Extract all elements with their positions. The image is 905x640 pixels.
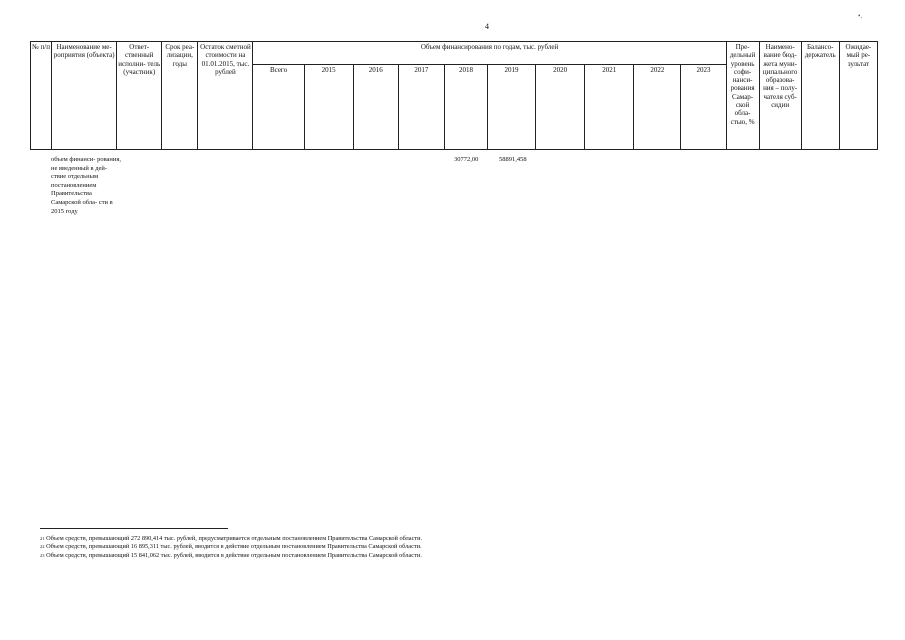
year-header-2018: 2018 (444, 65, 487, 150)
footnote-mark: 22 (40, 544, 45, 550)
footnote-mark: 21 (40, 536, 45, 541)
col-header-name: Наименование ме- роприятия (объекта) (52, 42, 117, 150)
page-number: 4 (485, 22, 489, 31)
col-header-holder: Балансо- держатель (801, 42, 839, 150)
corner-mark: •. (858, 12, 863, 20)
year-header-2022: 2022 (634, 65, 681, 150)
footnote-mark: 23 (40, 552, 45, 558)
year-header-2017: 2017 (398, 65, 444, 150)
year-header-2016: 2016 (353, 65, 398, 150)
col-header-remainder: Остаток сметной стоимости на 01.01.2015, тыс. рублей (198, 42, 253, 150)
footnote-text: Объем средств, превышающий 15 841,062 тыс. рублей, вводится в действие отдельным постановлением Правительства Самарской области. (46, 551, 422, 559)
row-name: объем финанси- рования, не введенный в дей- ствие отдельным постановлением Правительства Самарской обла- сти в 2015 году (51, 156, 122, 215)
year-header-2021: 2021 (585, 65, 634, 150)
year-header-2020: 2020 (536, 65, 585, 150)
value-2019: 58891,458 (499, 156, 527, 163)
footnote-21 (40, 535, 600, 543)
value-2018: 30772,00 (454, 156, 479, 163)
footnote-text: Объем средств, превышающий 16 895,311 тыс. рублей, вводится в действие отдельным постановлением Правительства Самарской области. (46, 543, 422, 551)
col-header-funding: Объем финансирования по годам, тыс. рублей (253, 42, 726, 65)
footnote-text: Объем средств, превышающий 272 890,414 тыс. рублей, предусматривается отдельным постановлением Правительства Самарской области. (46, 535, 423, 542)
footnote-23 (40, 552, 600, 560)
year-header-2019: 2019 (487, 65, 535, 150)
col-header-result: Ожидае- мый ре- зультат (839, 42, 877, 150)
footnotes (40, 535, 600, 560)
year-header-total: Всего (253, 65, 304, 150)
funding-table (30, 41, 878, 150)
col-header-no: № п/п (31, 42, 52, 150)
year-header-2015: 2015 (304, 65, 353, 150)
footnote-22 (40, 543, 600, 551)
col-header-max-level: Пре- дельный уровень софи- нанси- рования Самар- ской обла- стью, % (726, 42, 759, 150)
col-header-executor: Ответ- ственный исполни- тель (участник) (117, 42, 162, 150)
footnote-divider (40, 528, 228, 529)
year-header-2023: 2023 (681, 65, 726, 150)
col-header-period: Срок реа- лизации, годы (162, 42, 198, 150)
col-header-budget: Наимено- вание бюд- жета муни- ципального образова- ния – полу- чателя суб- сидии (759, 42, 801, 150)
